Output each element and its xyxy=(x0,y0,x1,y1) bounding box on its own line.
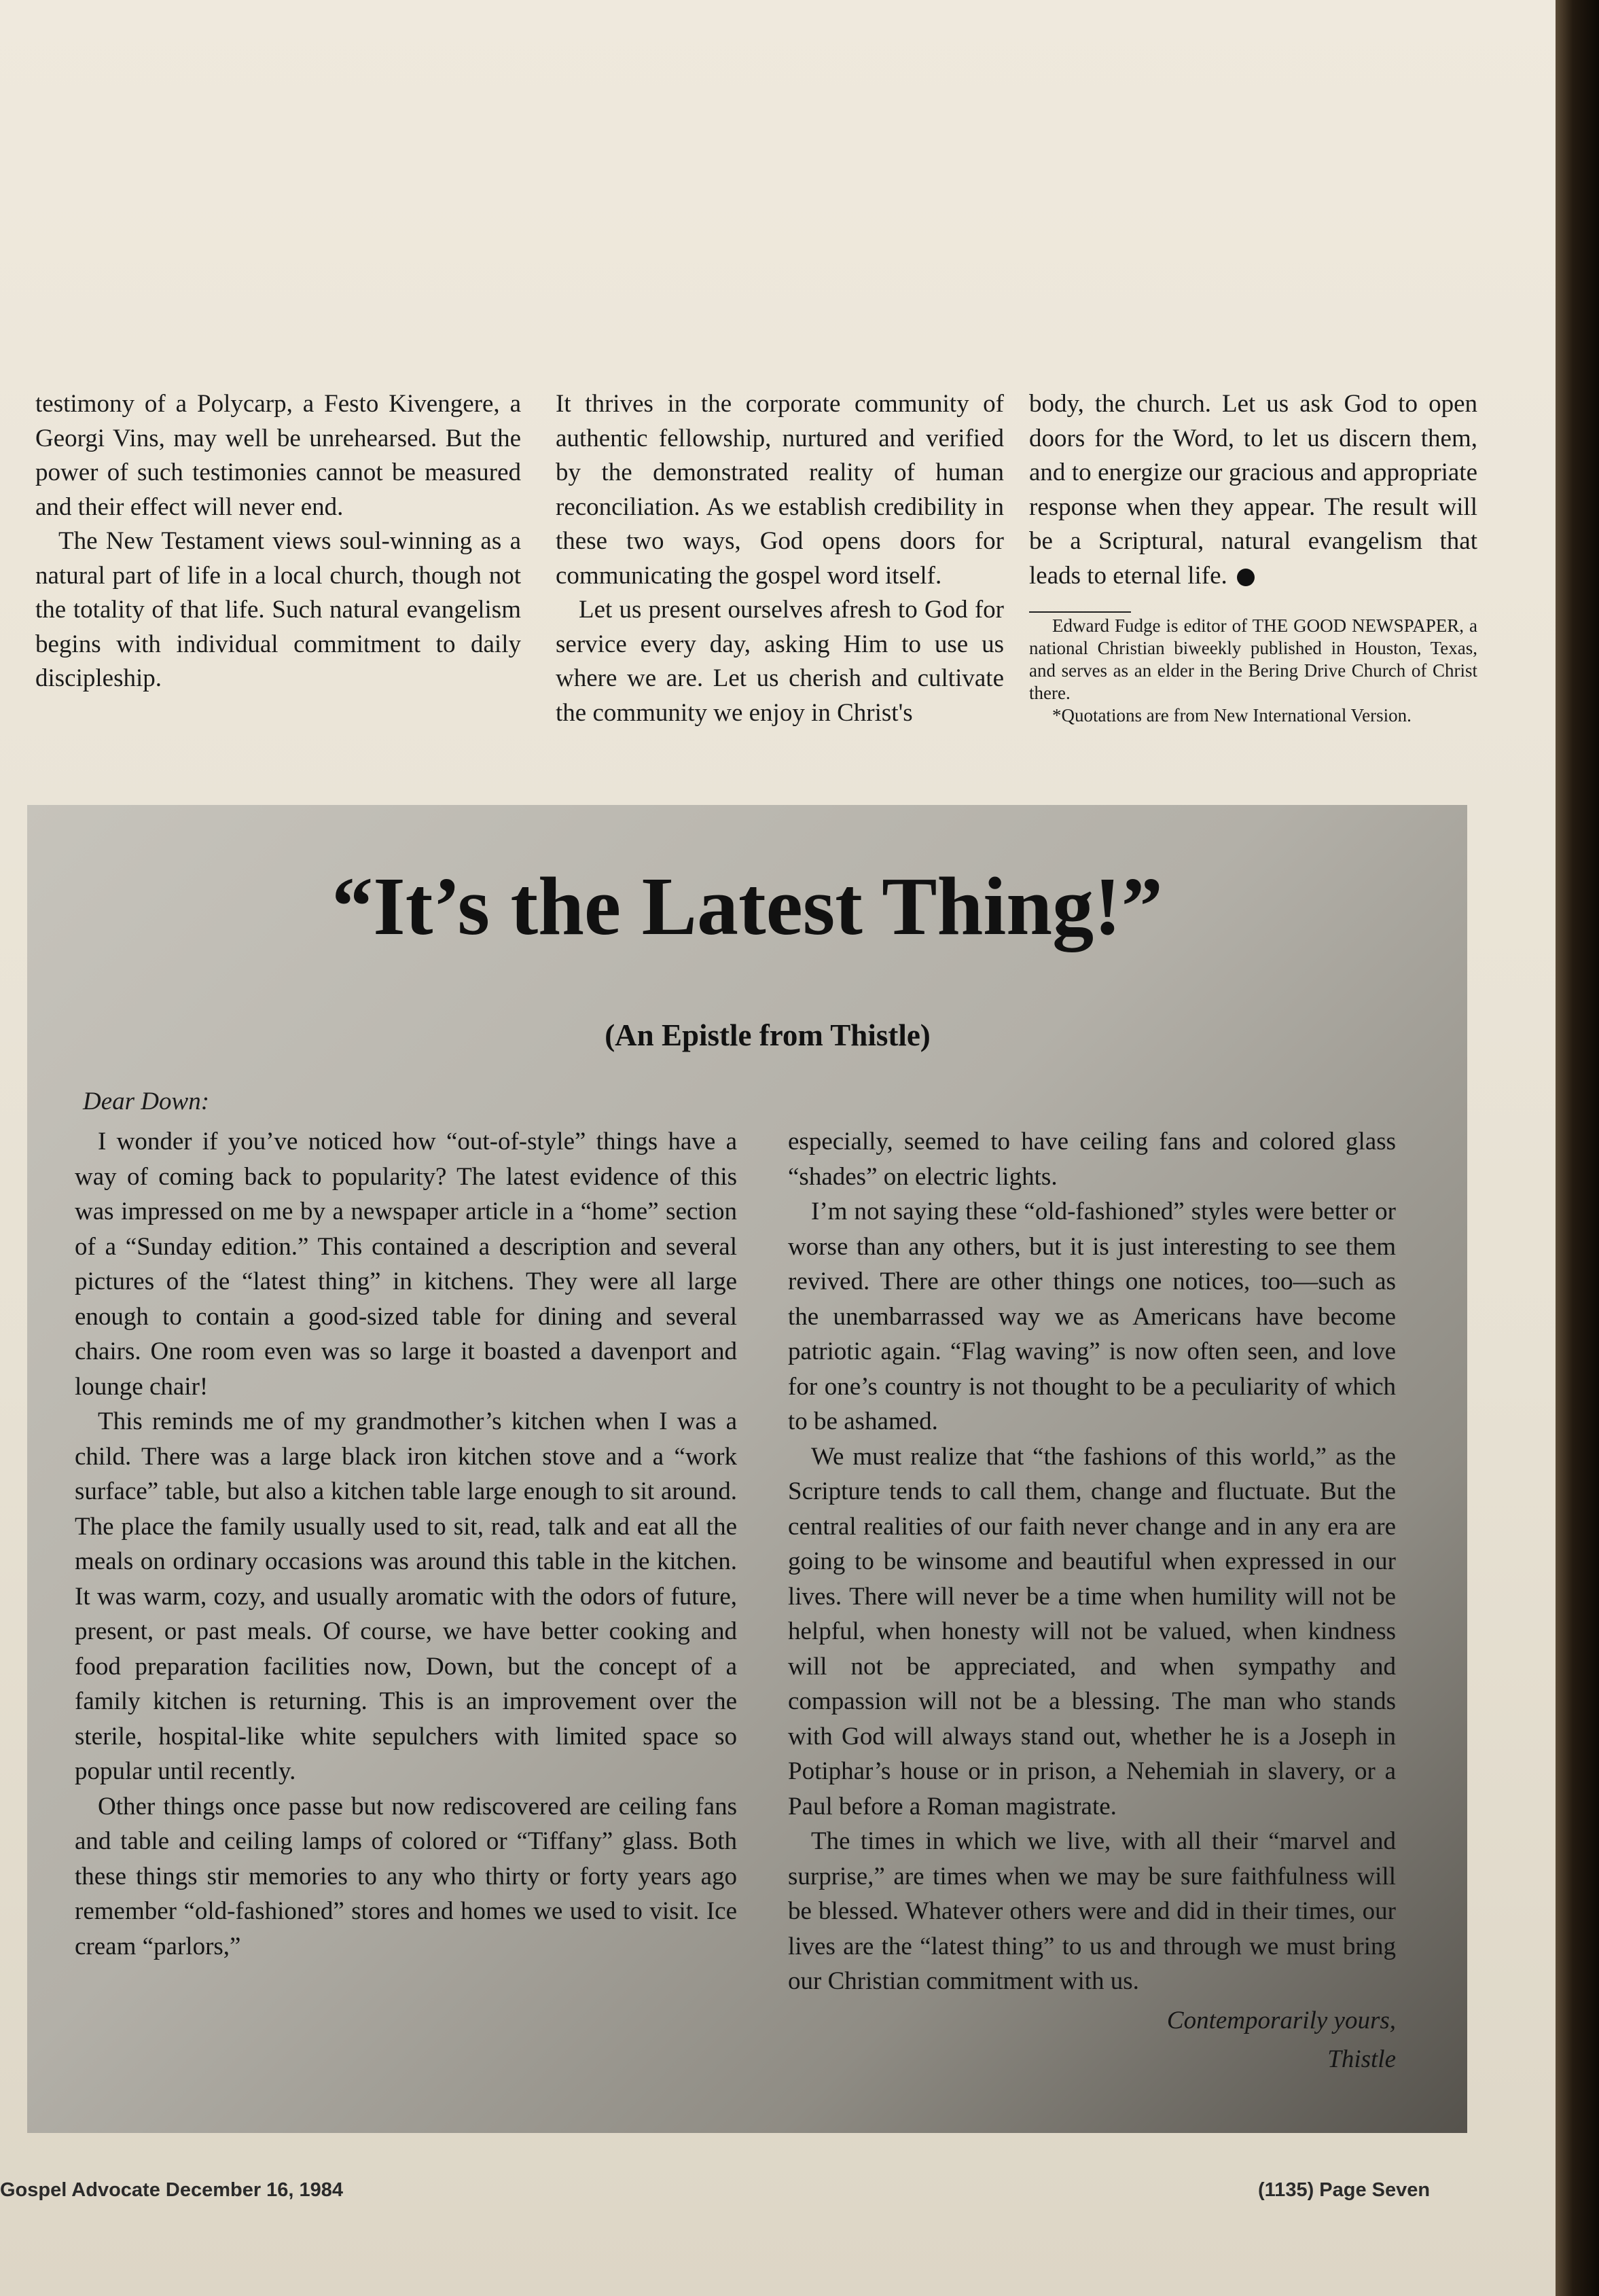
paragraph: The times in which we live, with all their “marvel and surprise,” are times when we may be sure faithfulness will be blessed. Whatever others were and did in their times, our lives are the “latest thing” to us and through we must bring our Christian commitment with us. xyxy=(788,1827,1396,1995)
paragraph: testimony of a Polycarp, a Festo Kivengere, a Georgi Vins, may well be unrehearsed. But the power of such testimonies cannot be measured and their effect will never end. xyxy=(35,390,521,521)
letter-column-2 xyxy=(788,1124,1396,2077)
letter-subtitle: (An Epistle from Thistle) xyxy=(605,1018,931,1052)
scan-edge xyxy=(1556,0,1599,2296)
letter-title: “It’s the Latest Thing!” xyxy=(331,861,1163,952)
end-mark-icon xyxy=(1237,569,1255,586)
article-column-3 xyxy=(1029,387,1477,593)
quotations-note: *Quotations are from New International Version. xyxy=(1052,705,1412,725)
article-column-1 xyxy=(35,387,521,696)
paragraph: The New Testament views soul-winning as a natural part of life in a local church, though not the totality of that life. Such natural evangelism begins with individual commitment to daily discipleship. xyxy=(35,527,521,692)
closing-paragraph-text: body, the church. Let us ask God to open doors for the Word, to let us discern them, and to energize our gracious and appropriate response when they appear. The result will be a Scriptural, natural evangelism that leads to eternal life. xyxy=(1029,390,1477,590)
author-bio xyxy=(1029,615,1477,727)
article-column-2 xyxy=(556,387,1004,730)
signature: Thistle xyxy=(1327,2045,1396,2073)
page-number: (1135) Page Seven xyxy=(1258,2179,1431,2201)
paragraph: I’m not saying these “old-fashioned” styles were better or worse than any others, but it is just interesting to see them revived. There are other things one notices, too—such as the unembarrassed way we as Americans have become patriotic again. “Flag waving” is now often seen, and love for one’s country is not thought to be a peculiarity of which to be ashamed. xyxy=(788,1198,1396,1435)
paragraph: We must realize that “the fashions of this world,” as the Scripture tends to call them, change and fluctuate. But the central realities of our faith never change and in any era are going to be winsome and beautiful when expressed in our lives. There will never be a time when humility will not be helpful, when honesty will not be valued, when kindness will not be appreciated, and when sympathy and compassion will not be a blessing. The man who stands with God will always stand out, whether he is a Joseph in Potiphar’s house or in prison, a Nehemiah in slavery, or a Paul before a Roman magistrate. xyxy=(788,1442,1396,1820)
letter-column-1 xyxy=(75,1124,737,1964)
paragraph: I wonder if you’ve noticed how “out-of-style” things have a way of coming back to popularity? The latest evidence of this was impressed on me by a newspaper article in a “home” section of a “Sunday edition.” This contained a description and several pictures of the “latest thing” in kitchens. They were all large enough to contain a good-sized table for dining and several chairs. One room even was so large it boasted a davenport and lounge chair! xyxy=(75,1128,737,1401)
bio-text: Edward Fudge is editor of THE GOOD NEWSPAPER, a national Christian biweekly published in Houston, Texas, and serves as an elder in the Bering Drive Church of Christ there. xyxy=(1029,615,1477,703)
paragraph: especially, seemed to have ceiling fans and colored glass “shades” on electric lights. xyxy=(788,1128,1396,1191)
paragraph: This reminds me of my grandmother’s kitchen when I was a child. There was a large black iron kitchen stove and a “work surface” table, but also a kitchen table large enough to sit around. The place the family usually used to sit, read, talk and eat all the meals on ordinary occasions was around this table in the kitchen. It was warm, cozy, and usually aromatic with the odors of future, present, or past meals. Of course, we have better cooking and food preparation facilities now, Down, but the concept of a family kitchen is returning. This is an improvement over the sterile, hospital-like white sepulchers with limited space so popular until recently. xyxy=(75,1407,737,1785)
paragraph: Other things once passe but now rediscovered are ceiling fans and table and ceiling lamps of colored or “Tiffany” glass. Both these things stir memories to any who thirty or forty years ago remember “old-fashioned” stores and homes we used to visit. Ice cream “parlors,” xyxy=(75,1792,737,1960)
closing: Contemporarily yours, xyxy=(1166,2006,1396,2034)
divider xyxy=(1029,611,1131,613)
paragraph: It thrives in the corporate community of authentic fellowship, nurtured and verified by the demonstrated reality of human reconciliation. As we establish credibility in these two ways, God opens doors for communicating the gospel word itself. xyxy=(556,390,1004,590)
paragraph xyxy=(1029,387,1477,593)
paragraph: Let us present ourselves afresh to God for service every day, asking Him to use us where we are. Let us cherish and cultivate the community we enjoy in Christ's xyxy=(556,596,1004,727)
salutation: Dear Down: xyxy=(83,1088,210,1115)
footer-date: Gospel Advocate December 16, 1984 xyxy=(0,2179,344,2201)
